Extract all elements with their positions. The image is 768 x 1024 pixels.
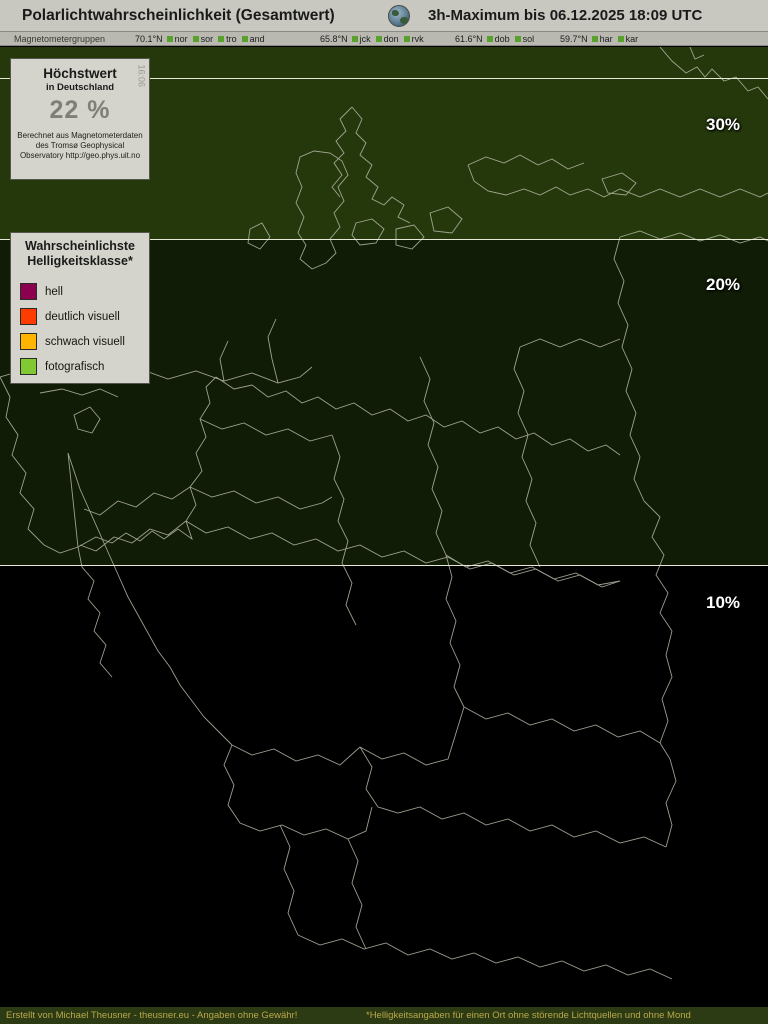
timestamp-label: 3h-Maximum bis 06.12.2025 18:09 UTC — [428, 7, 703, 24]
header-bar — [0, 0, 768, 32]
station-code: jck — [359, 34, 371, 44]
station-color-swatch — [193, 36, 199, 42]
station-color-swatch — [352, 36, 358, 42]
station-group-latitude: 59.7°N — [560, 34, 588, 44]
station-code: sol — [522, 34, 535, 44]
contour-label-30: 30% — [706, 115, 741, 134]
page-title: Polarlichtwahrscheinlichkeit (Gesamtwert) — [22, 7, 335, 24]
max-value-title: Höchstwert — [43, 66, 117, 81]
station-group-2 — [455, 34, 539, 44]
station-group-latitude: 65.8°N — [320, 34, 348, 44]
station-code: and — [249, 34, 265, 44]
legend-title-line1: Wahrscheinlichste — [25, 239, 135, 253]
station-group-0 — [135, 34, 270, 44]
max-value-box — [10, 58, 150, 180]
station-color-swatch — [376, 36, 382, 42]
magnetometer-groups-label: Magnetometergruppen — [14, 34, 106, 44]
legend-title — [11, 239, 149, 269]
station-color-swatch — [167, 36, 173, 42]
station-color-swatch — [515, 36, 521, 42]
brightness-legend-box — [10, 232, 150, 384]
station-code: nor — [174, 34, 188, 44]
legend-item-label: schwach visuell — [45, 335, 125, 348]
station-code: tro — [226, 34, 237, 44]
legend-items — [11, 279, 149, 379]
station-code: har — [599, 34, 613, 44]
station-code: dob — [494, 34, 510, 44]
legend-color-swatch — [20, 333, 37, 350]
station-group-latitude: 70.1°N — [135, 34, 163, 44]
legend-item-label: deutlich visuell — [45, 310, 120, 323]
footer-credit: Erstellt von Michael Theusner - theusner.eu - Angaben ohne Gewähr! — [6, 1010, 298, 1021]
station-color-swatch — [242, 36, 248, 42]
map-canvas[interactable] — [0, 47, 768, 1007]
legend-color-swatch — [20, 358, 37, 375]
station-code: don — [383, 34, 399, 44]
legend-item — [11, 354, 149, 379]
map-geometry — [0, 47, 768, 1007]
contour-label-20: 20% — [706, 275, 741, 294]
legend-item — [11, 329, 149, 354]
station-code: kar — [625, 34, 639, 44]
footer-disclaimer: *Helligkeitsangaben für einen Ort ohne störende Lichtquellen und ohne Mond — [366, 1010, 691, 1021]
footer-bar — [0, 1007, 768, 1024]
legend-color-swatch — [20, 308, 37, 325]
contour-line-10 — [0, 565, 768, 566]
max-value-time: 16:06 — [137, 64, 147, 87]
legend-item — [11, 304, 149, 329]
legend-title-line2: Helligkeitsklasse* — [27, 254, 133, 268]
max-value-subtitle: in Deutschland — [45, 82, 115, 93]
legend-item-label: fotografisch — [45, 360, 105, 373]
max-value-note: Berechnet aus Magnetometerdaten des Tromsø Geophysical Observatory http://geo.phys.uit.no — [17, 131, 143, 160]
legend-color-swatch — [20, 283, 37, 300]
magnetometer-groups-bar — [0, 32, 768, 46]
station-group-1 — [320, 34, 429, 44]
station-color-swatch — [404, 36, 410, 42]
station-code: rvk — [411, 34, 424, 44]
station-color-swatch — [592, 36, 598, 42]
max-value-number: 22 % — [49, 96, 111, 124]
station-group-latitude: 61.6°N — [455, 34, 483, 44]
contour-label-10: 10% — [706, 593, 741, 612]
station-color-swatch — [487, 36, 493, 42]
station-color-swatch — [618, 36, 624, 42]
globe-icon — [388, 5, 410, 27]
legend-item-label: hell — [45, 285, 63, 298]
station-code: sor — [200, 34, 214, 44]
station-color-swatch — [218, 36, 224, 42]
legend-item — [11, 279, 149, 304]
station-group-3 — [560, 34, 643, 44]
